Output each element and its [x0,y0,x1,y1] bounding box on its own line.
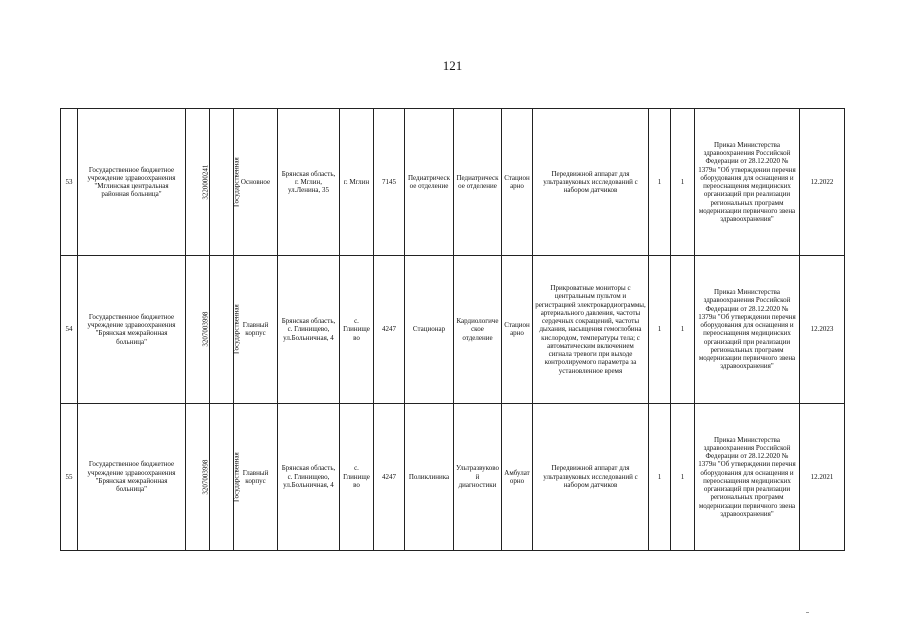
ownership-text: Государственная [232,451,241,502]
delivery-date: 12.2023 [800,256,845,403]
ownership-text: Государственная [232,157,241,208]
settlement: г. Мглин [340,109,374,256]
row-number: 55 [61,403,78,550]
page-number: 121 [442,58,463,73]
quantity-2: 1 [671,403,695,550]
building-name: Главный корпус [234,403,278,550]
legal-basis: Приказ Министерства здравоохранения Российской Федерации от 28.12.2020 № 1379н "Об утверждении перечня оборудования для оснащения и переоснащения медицинских организаций при реализации региональных программ модернизации первичного звена здравоохранения" [695,256,800,403]
care-form: Стационарно [502,256,533,403]
inn-text: 3207003998 [201,459,210,495]
row-number: 53 [61,109,78,256]
inn-cell [186,403,210,550]
address: Брянская область, с. Глинищево, ул.Больничная, 4 [278,256,340,403]
care-form: Амбулаторно [502,403,533,550]
quantity-1: 1 [649,403,671,550]
legal-basis: Приказ Министерства здравоохранения Российской Федерации от 28.12.2020 № 1379н "Об утверждении перечня оборудования для оснащения и переоснащения медицинских организаций при реализации региональных программ модернизации первичного звена здравоохранения" [695,403,800,550]
settlement-code: 4247 [374,403,405,550]
equipment-description: Передвижной аппарат для ультразвуковых исследований с набором датчиков [533,403,649,550]
table-row [61,403,845,550]
registry-table [60,108,845,551]
department: Педиатрическое отделение [454,109,502,256]
ownership-text: Государственная [232,304,241,355]
unit-type: Поликлиника [405,403,454,550]
settlement: с. Глинищево [340,403,374,550]
inn-text: 3207003998 [201,311,210,347]
unit-type: Педиатрическое отделение [405,109,454,256]
institution-name: Государственное бюджетное учреждение здравоохранения "Брянская межрайонная больница" [78,256,186,403]
settlement: с. Глинищево [340,256,374,403]
care-form: Стационарно [502,109,533,256]
table-row [61,109,845,256]
quantity-1: 1 [649,109,671,256]
delivery-date: 12.2021 [800,403,845,550]
inn-cell [186,109,210,256]
table-row [61,256,845,403]
unit-type: Стационар [405,256,454,403]
ownership-cell [210,109,241,256]
inn-cell [186,256,210,403]
building-name: Главный корпус [234,256,278,403]
department: Ультразвуковой диагностики [454,403,502,550]
inn-text: 3220000241 [201,164,210,200]
row-number: 54 [61,256,78,403]
institution-name: Государственное бюджетное учреждение здравоохранения "Брянская межрайонная больница" [78,403,186,550]
address: Брянская область, г. Мглин, ул.Ленина, 35 [278,109,340,256]
delivery-date: 12.2022 [800,109,845,256]
ownership-cell [210,403,241,550]
equipment-description: Прикроватные мониторы с центральным пультом и регистрацией электрокардиограммы, артериального давления, частоты сердечных сокращений, частоты дыхания, насыщения гемоглобина кислородом, температуры тела; с автоматическим включением сигнала тревоги при выходе контролируемого параметра за установленное время [533,256,649,403]
quantity-2: 1 [671,256,695,403]
building-name: Основное [234,109,278,256]
settlement-code: 4247 [374,256,405,403]
ownership-cell [210,256,241,403]
quantity-1: 1 [649,256,671,403]
equipment-description: Передвижной аппарат для ультразвуковых исследований с набором датчиков [533,109,649,256]
department: Кардиологическое отделение [454,256,502,403]
settlement-code: 7145 [374,109,405,256]
institution-name: Государственное бюджетное учреждение здравоохранения "Мглинская центральная районная больница" [78,109,186,256]
address: Брянская область, с. Глинищево, ул.Больничная, 4 [278,403,340,550]
scan-artifact [806,612,809,613]
legal-basis: Приказ Министерства здравоохранения Российской Федерации от 28.12.2020 № 1379н "Об утверждении перечня оборудования для оснащения и переоснащения медицинских организаций при реализации региональных программ модернизации первичного звена здравоохранения" [695,109,800,256]
quantity-2: 1 [671,109,695,256]
